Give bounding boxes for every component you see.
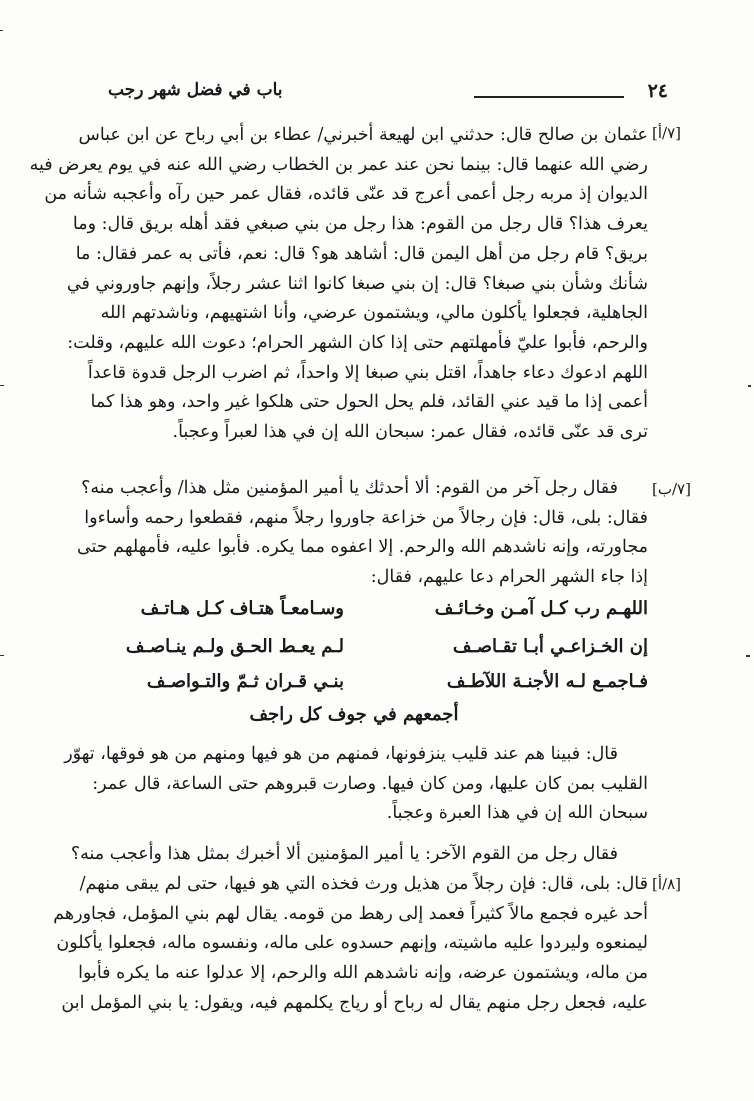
- header-rule: [474, 96, 624, 98]
- text-line: أعمى إذا ما قيد عني القائد، فلم يحل الحول حتى هلكوا غير واحد، وهو هذا كما: [90, 392, 648, 413]
- text-line: ترى قد عنّى قائده، فقال عمر: سبحان الله إن في هذا لعبراً وعجباً.: [172, 422, 648, 443]
- text-line: والرحم، فأبوا عليّ فأمهلتهم حتى إذا كان الشهر الحرام؛ دعوت الله عليهم، وقلت:: [67, 332, 648, 353]
- text-line: اللهم ادعوك دعاء جاهداً، اقتل بني صبغا إلا واحداً، ثم اضرب الرجل قدوة قاعداً: [87, 362, 648, 383]
- text-line: سبحان الله إن في هذا العبرة وعجباً.: [386, 803, 648, 824]
- text-line: رضي الله عنهما قال: بينما نحن عند عمر بن الخطاب رضي الله عنه في يوم يعرض فيه: [29, 154, 648, 175]
- text-line: الجاهلية، فجعلوا يأكلون مالي، ويشتمون عرضي، وأنا اشتهيهم، وناشدتهم الله: [100, 303, 648, 324]
- folio-marker: [٨/أ]: [652, 875, 682, 893]
- text-line: ليمنعوه وليردوا عليه ماشيته، وإنهم حسدوه على ماله، ونفسوه ماله، فجعلوا يأكلون: [56, 933, 648, 954]
- paragraph-2: [76, 474, 648, 593]
- text-line: فقال رجل من القوم الآخر: يا أمير المؤمنين ألا أخبرك بمثل هذا وأعجب منه؟: [70, 844, 618, 864]
- running-header: [108, 80, 668, 108]
- left-edge-mark: [0, 385, 4, 386]
- text-line: القليب بمن كان عليها، ومن كان فيها. وصارت قبروهم حتى الساعة، قال عمر:: [92, 773, 648, 794]
- text-line: بريق؟ قام رجل من أهل اليمن قال: أشاهد هو؟ قال: نعم، فأتى به عمر فقال: ما: [75, 243, 648, 264]
- text-line: فقال رجل آخر من القوم: ألا أحدثك يا أمير المؤمنين مثل هذا/ وأعجب منه؟: [81, 478, 618, 498]
- text-line: إذا جاء الشهر الحرام دعا عليهم، فقال:: [370, 567, 648, 588]
- paragraph-3: [64, 740, 648, 829]
- paragraph-4: [70, 840, 648, 870]
- right-edge-mark: [746, 655, 750, 657]
- verse-line: [62, 598, 648, 628]
- text-line: أحد غيره فجمع مالاً كثيراً فعمد إلى رهط من قومه. يقال لهم بني المؤمل، فجاورهم: [53, 903, 648, 924]
- page-number: ٢٤: [647, 80, 668, 102]
- text-line: فقال: بلى، قال: فإن رجالاً من خزاعة جاوروا رجلاً منهم، فقطعوا رحمه وأساءوا: [84, 507, 648, 528]
- verse-first-hemistich: اللهـم رب كـل آمـن وخـائـف: [434, 598, 648, 619]
- text-line: قال: فبينا هم عند قليب ينزفونها، فمنهم من هو فيها ومنهم من هو فوقها، تهوّر: [64, 744, 618, 764]
- text-line: من ماله، ويشتمون عرضه، وإنه ناشدهم الله والرحم، إلا عدلوا عنه ما يكره فأبوا: [78, 963, 648, 984]
- text-line: مجاورته، وإنه ناشدهم الله والرحم. إلا اعفوه مما يكره. فأبوا عليه، فأمهلهم حتى: [76, 537, 648, 558]
- left-edge-mark: [0, 30, 3, 31]
- text-line: عثمان بن صالح قال: حدثني ابن لهيعة أخبرني/ عطاء بن أبي رباح عن ابن عباس: [78, 125, 648, 145]
- text-line: قال: بلى، قال: فإن رجلاً من هذيل ورث فخذه التي هو فيها، حتى لم يبقى منهم/: [79, 874, 648, 894]
- verse-first-hemistich: إن الخـزاعـي أبـا تقـاصـف: [452, 636, 648, 657]
- verse-first-hemistich: فـاجمـع لـه الأجنـة اللآطـف: [446, 671, 648, 692]
- text-line: عليه، فجعل رجل منهم يقال له رباح أو رياج يكلمهم فيه، ويقول: يا بني المؤمل ابن: [61, 992, 648, 1013]
- paragraph-1: [29, 121, 648, 448]
- verse-second-hemistich: وسـامعـاً هتـاف كـل هـاتـف: [140, 598, 344, 619]
- verse-final-line: أجمعهم في جوف كل راجف: [249, 704, 459, 725]
- verse-second-hemistich: لـم يعـط الحـق ولـم ينـاصـف: [125, 636, 344, 657]
- text-line: الديوان إذ مربه رجل أعمى أعرج قد عنّى قائده، فقال عمر حين رآه وأعجبه شأنه من: [44, 184, 648, 205]
- text-line: شأنك وشأن بني صبغا؟ قال: إن بني صبغا كانوا اثنا عشر رجلاً، وإنهم جاوروني في: [66, 273, 648, 294]
- text-line: يعرف هذا؟ قال رجل من القوم: هذا رجل من بني صبغي فقد أهله بريق قال: وما: [72, 214, 648, 235]
- left-edge-mark: [0, 655, 4, 656]
- verse-line: [62, 671, 648, 701]
- running-title: باب في فضل شهر رجب: [108, 80, 283, 100]
- right-edge-mark: [748, 385, 751, 387]
- folio-marker: [٧/ب]: [652, 480, 691, 498]
- folio-marker: [٧/أ]: [652, 124, 682, 142]
- verse-second-hemistich: بنـي قـران ثـمّ والتـواصـف: [146, 671, 344, 692]
- paragraph-5: [53, 870, 648, 1019]
- verse-line: [62, 636, 648, 666]
